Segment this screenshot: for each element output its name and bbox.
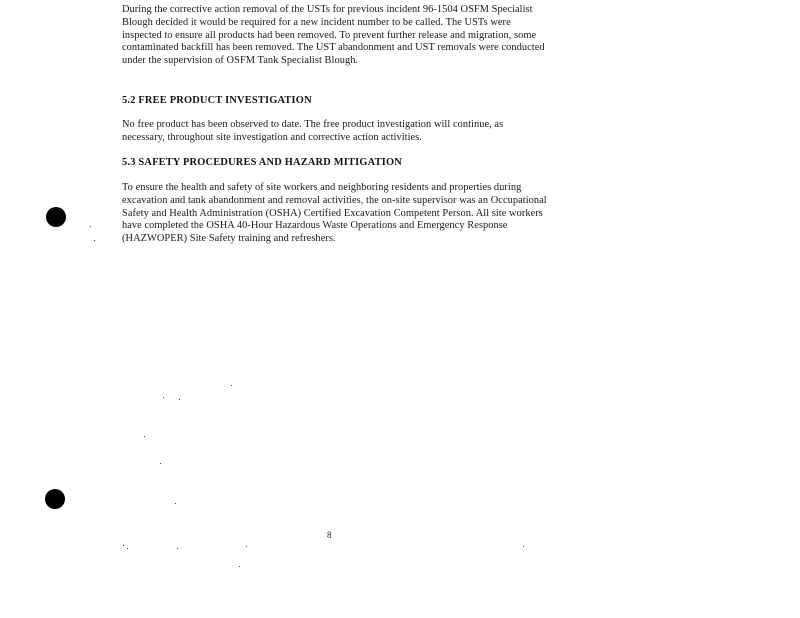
scan-speck [160,463,161,464]
page-number: 8 [327,530,332,540]
scan-speck [246,546,247,547]
scan-speck [231,385,232,386]
scan-speck [175,503,176,504]
scan-speck [177,548,178,549]
scan-speck [94,240,95,241]
section-heading-free-product: 5.2 FREE PRODUCT INVESTIGATION [122,95,312,106]
punch-hole-top [46,207,66,227]
intro-paragraph: During the corrective action removal of the USTs for previous incident 96-1504 OSFM Specialist Blough decided it would be required for a new incident number to be called. The USTs were inspected to ensure all products had been removed. To prevent further release and migration, some contaminated backfill has been removed. The UST abandonment and UST removals were conducted under the supervision of OSFM Tank Specialist Blough. [122,4,545,67]
scan-speck [123,545,124,546]
section-heading-safety: 5.3 SAFETY PROCEDURES AND HAZARD MITIGATION [122,157,402,168]
scan-speck [127,548,128,549]
punch-hole-bottom [45,489,65,509]
section-body-safety: To ensure the health and safety of site workers and neighboring residents and properties during excavation and tank abandonment and removal activities, the on-site supervisor was an Occupational Safety and Health Administration (OSHA) Certified Excavation Competent Person. All site workers have completed the OSHA 40-Hour Hazardous Waste Operations and Emergency Response (HAZWOPER) Site Safety training and refreshers. [122,182,547,245]
scan-speck [239,566,240,567]
scan-speck [144,436,145,437]
section-body-free-product: No free product has been observed to date. The free product investigation will continue, as necessary, throughout site investigation and corrective action activities. [122,119,504,143]
scan-speck [523,546,524,547]
scan-speck [163,397,164,398]
scan-speck [179,399,180,400]
scan-speck [90,226,91,227]
